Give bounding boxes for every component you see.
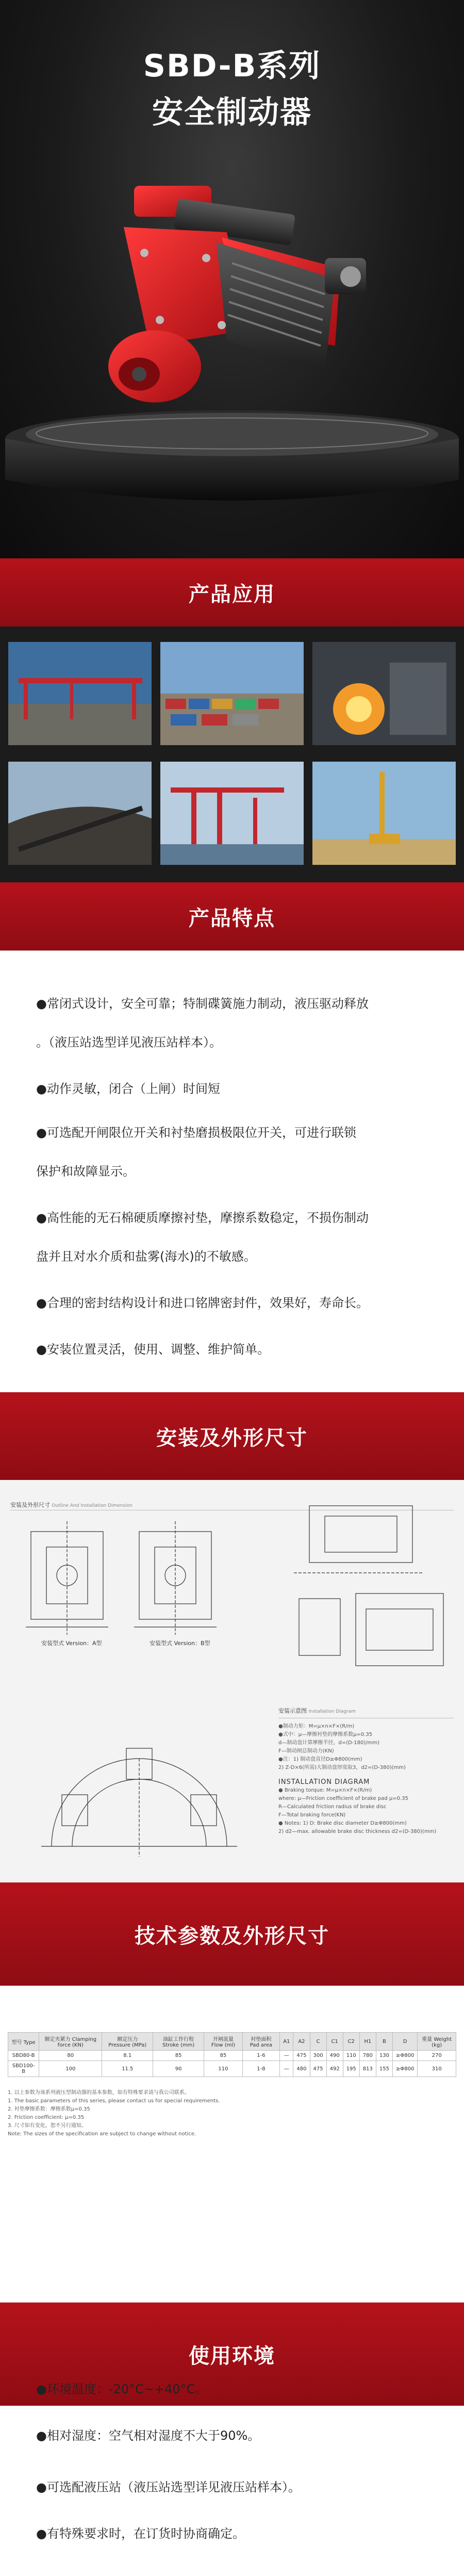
table-cell: 1-6 <box>242 2051 280 2061</box>
table-header: 开闸流量 Flow (ml) <box>204 2033 242 2051</box>
table-cell: 85 <box>153 2051 204 2061</box>
brake-product-image <box>93 175 382 423</box>
feature-line-1: ●常闭式设计，安全可靠；特制碟簧施力制动，液压驱动释放 <box>36 996 369 1011</box>
tech-table-notes <box>8 2089 456 2138</box>
table-header: D <box>392 2033 417 2051</box>
feature-line-9: ●安装位置灵活，使用、调整、维护简单。 <box>36 1342 270 1357</box>
table-header-row <box>8 2033 456 2051</box>
table-cell: 1-8 <box>242 2061 280 2077</box>
feature-line-2: 。（液压站选型详见液压站样本）。 <box>36 1035 222 1050</box>
table-cell: SBD100-B <box>8 2061 39 2077</box>
table-cell: 90 <box>153 2061 204 2077</box>
table-header: H1 <box>359 2033 376 2051</box>
table-cell: 300 <box>310 2051 326 2061</box>
feature-line-6: ●高性能的无石棉硬质摩擦衬垫，摩擦系数稳定，不损伤制动 <box>36 1211 369 1225</box>
photo-container-yard <box>160 642 304 745</box>
table-cell: 780 <box>359 2051 376 2061</box>
table-header: 型号 Type <box>8 2033 39 2051</box>
feature-line-4: ●可选配开闸限位开关和衬垫磨损极限位开关，可进行联锁 <box>36 1125 356 1140</box>
version-b-label: 安装型式 Version：B型 <box>150 1640 210 1647</box>
tech-spec-table <box>8 2032 456 2077</box>
application-title: 产品应用 <box>189 582 275 606</box>
photo-gantry-crane <box>8 642 152 745</box>
feature-line-8: ●合理的密封结构设计和进口铭牌密封件，效果好，寿命长。 <box>36 1296 369 1310</box>
tech-note-1: 1. 以上参数为该系列液压型制动器的基本参数，如有特殊要求请与我公司联系。 <box>8 2090 190 2096</box>
table-cell: 130 <box>376 2051 392 2061</box>
hero-stage <box>0 403 464 558</box>
install-sheet-heading: 安装及外形尺寸 Outline And Installation Dimension <box>10 1502 132 1508</box>
hero-title-line1: SBD-B系列 <box>143 48 321 84</box>
table-cell: 475 <box>310 2061 326 2077</box>
photo-mining-belt <box>8 762 152 865</box>
tech-note-2: 1. The basic parameters of this series, please contact us for special requirements. <box>8 2098 220 2104</box>
features-title: 产品特点 <box>189 906 275 930</box>
install-drawing-sheet <box>0 1480 464 1882</box>
table-header: 衬垫面积 Pad area <box>242 2033 280 2051</box>
table-cell: 110 <box>343 2051 359 2061</box>
table-cell: 813 <box>359 2061 376 2077</box>
table-header: A2 <box>293 2033 310 2051</box>
install-title: 安装及外形尺寸 <box>156 1426 308 1450</box>
environment-line-1: ●环境温度：-20°C~+40°C。 <box>36 2382 208 2396</box>
note-cn-2: ●式中：μ—摩擦衬垫的摩擦系数μ=0.35 <box>278 1732 373 1737</box>
table-cell: 8.1 <box>102 2051 153 2061</box>
table-header: C1 <box>326 2033 343 2051</box>
tech-note-6: Note: The sizes of the specification are subject to change without notice. <box>8 2131 196 2137</box>
version-a-label: 安装型式 Version：A型 <box>41 1640 102 1647</box>
note-cn-5: ●注：1) 制动盘直径D≥Φ800(mm) <box>278 1757 362 1762</box>
photo-port-crane <box>160 762 304 865</box>
table-row <box>8 2051 456 2061</box>
table-cell: 100 <box>39 2061 102 2077</box>
photo-steel-plant <box>312 642 456 745</box>
note-en-3: R—Calculated friction radius of brake disc <box>278 1804 387 1810</box>
diagram-subheading: INSTALLATION DIAGRAM <box>278 1778 370 1786</box>
table-cell: — <box>280 2051 293 2061</box>
note-en-4: F—Total braking force(KN) <box>278 1812 346 1818</box>
tech-table-sheet <box>0 1986 464 2192</box>
table-header: 油缸工作行程 Stroke (mm) <box>153 2033 204 2051</box>
table-cell: 195 <box>343 2061 359 2077</box>
table-header: C <box>310 2033 326 2051</box>
table-cell: 155 <box>376 2061 392 2077</box>
table-header: B <box>376 2033 392 2051</box>
table-cell: 310 <box>418 2061 456 2077</box>
table-cell: — <box>280 2061 293 2077</box>
tech-note-5: 3. 尺寸如有变化，恕不另行通知。 <box>8 2123 87 2129</box>
table-cell: 11.5 <box>102 2061 153 2077</box>
table-cell: SBD80-B <box>8 2051 39 2061</box>
table-cell: 490 <box>326 2051 343 2061</box>
front-view-drawing <box>10 1516 237 1650</box>
hero-title-line2: 安全制动器 <box>152 94 312 131</box>
table-cell: 80 <box>39 2051 102 2061</box>
table-row <box>8 2061 456 2077</box>
note-en-2: where: μ—Friction coefficient of brake pad μ=0.35 <box>278 1796 408 1801</box>
table-cell: ≥Φ800 <box>392 2061 417 2077</box>
table-cell: 475 <box>293 2051 310 2061</box>
environment-title: 使用环境 <box>189 2344 275 2368</box>
tech-band <box>0 1882 464 1986</box>
diagram-heading: 安装示意图 Installation Diagram <box>278 1708 356 1714</box>
note-cn-6: 2) Z-D×6(所需)大制动盘厚度取3，d2=(D-380)(mm) <box>278 1765 406 1770</box>
environment-line-3: ●可选配液压站（液压站选型详见液压站样本）。 <box>36 2480 301 2494</box>
note-en-6: 2) d2—max. allowable brake disc thickness d2=(D-380)(mm) <box>278 1829 437 1834</box>
table-header: 额定压力 Pressure (MPa) <box>102 2033 153 2051</box>
note-cn-1: ●制动力矩：M=μ×n×F×(R/m) <box>278 1724 355 1729</box>
table-cell: 85 <box>204 2051 242 2061</box>
feature-line-5: 保护和故障显示。 <box>36 1164 135 1179</box>
environment-line-2: ●相对湿度：空气相对湿度不大于90%。 <box>36 2428 260 2443</box>
note-cn-3: d—制动盘计算摩擦半径，d=(D-180)/mm) <box>278 1740 380 1746</box>
hero-section <box>0 0 464 558</box>
photo-drilling-rig <box>312 762 456 865</box>
note-en-1: ● Braking torque: M=μ×n×F×(R/m) <box>278 1788 372 1793</box>
table-cell: 480 <box>293 2061 310 2077</box>
table-header: 额定夹紧力 Clamping force (KN) <box>39 2033 102 2051</box>
note-cn-4: F—制动闸总制动力(KN) <box>278 1748 334 1754</box>
table-header: C2 <box>343 2033 359 2051</box>
side-view-drawing <box>289 1495 454 1692</box>
environment-line-4: ●有特殊要求时，在订货时协商确定。 <box>36 2526 245 2541</box>
features-band <box>0 882 464 951</box>
application-photos <box>0 626 464 882</box>
table-header: 重量 Weight (kg) <box>418 2033 456 2051</box>
note-en-5: ● Notes: 1) D: Brake disc diameter D≥Φ800(mm) <box>278 1821 407 1826</box>
table-cell: 270 <box>418 2051 456 2061</box>
install-diagram-notes <box>278 1707 454 1836</box>
table-cell: 492 <box>326 2061 343 2077</box>
table-cell: 110 <box>204 2061 242 2077</box>
feature-line-3: ●动作灵敏，闭合（上闸）时间短 <box>36 1082 220 1096</box>
feature-line-7: 盘并且对水介质和盐雾(海水)的不敏感。 <box>36 1249 256 1264</box>
tech-note-3: 2. 衬垫摩擦系数：摩擦系数μ=0.35 <box>8 2106 90 2112</box>
table-cell: ≥Φ800 <box>392 2051 417 2061</box>
install-band <box>0 1392 464 1480</box>
tech-note-4: 2. Friction coefficient: μ=0.35 <box>8 2115 85 2120</box>
table-header: A1 <box>280 2033 293 2051</box>
installation-arc-diagram <box>31 1692 247 1867</box>
tech-title: 技术参数及外形尺寸 <box>135 1924 329 1948</box>
application-band <box>0 558 464 626</box>
